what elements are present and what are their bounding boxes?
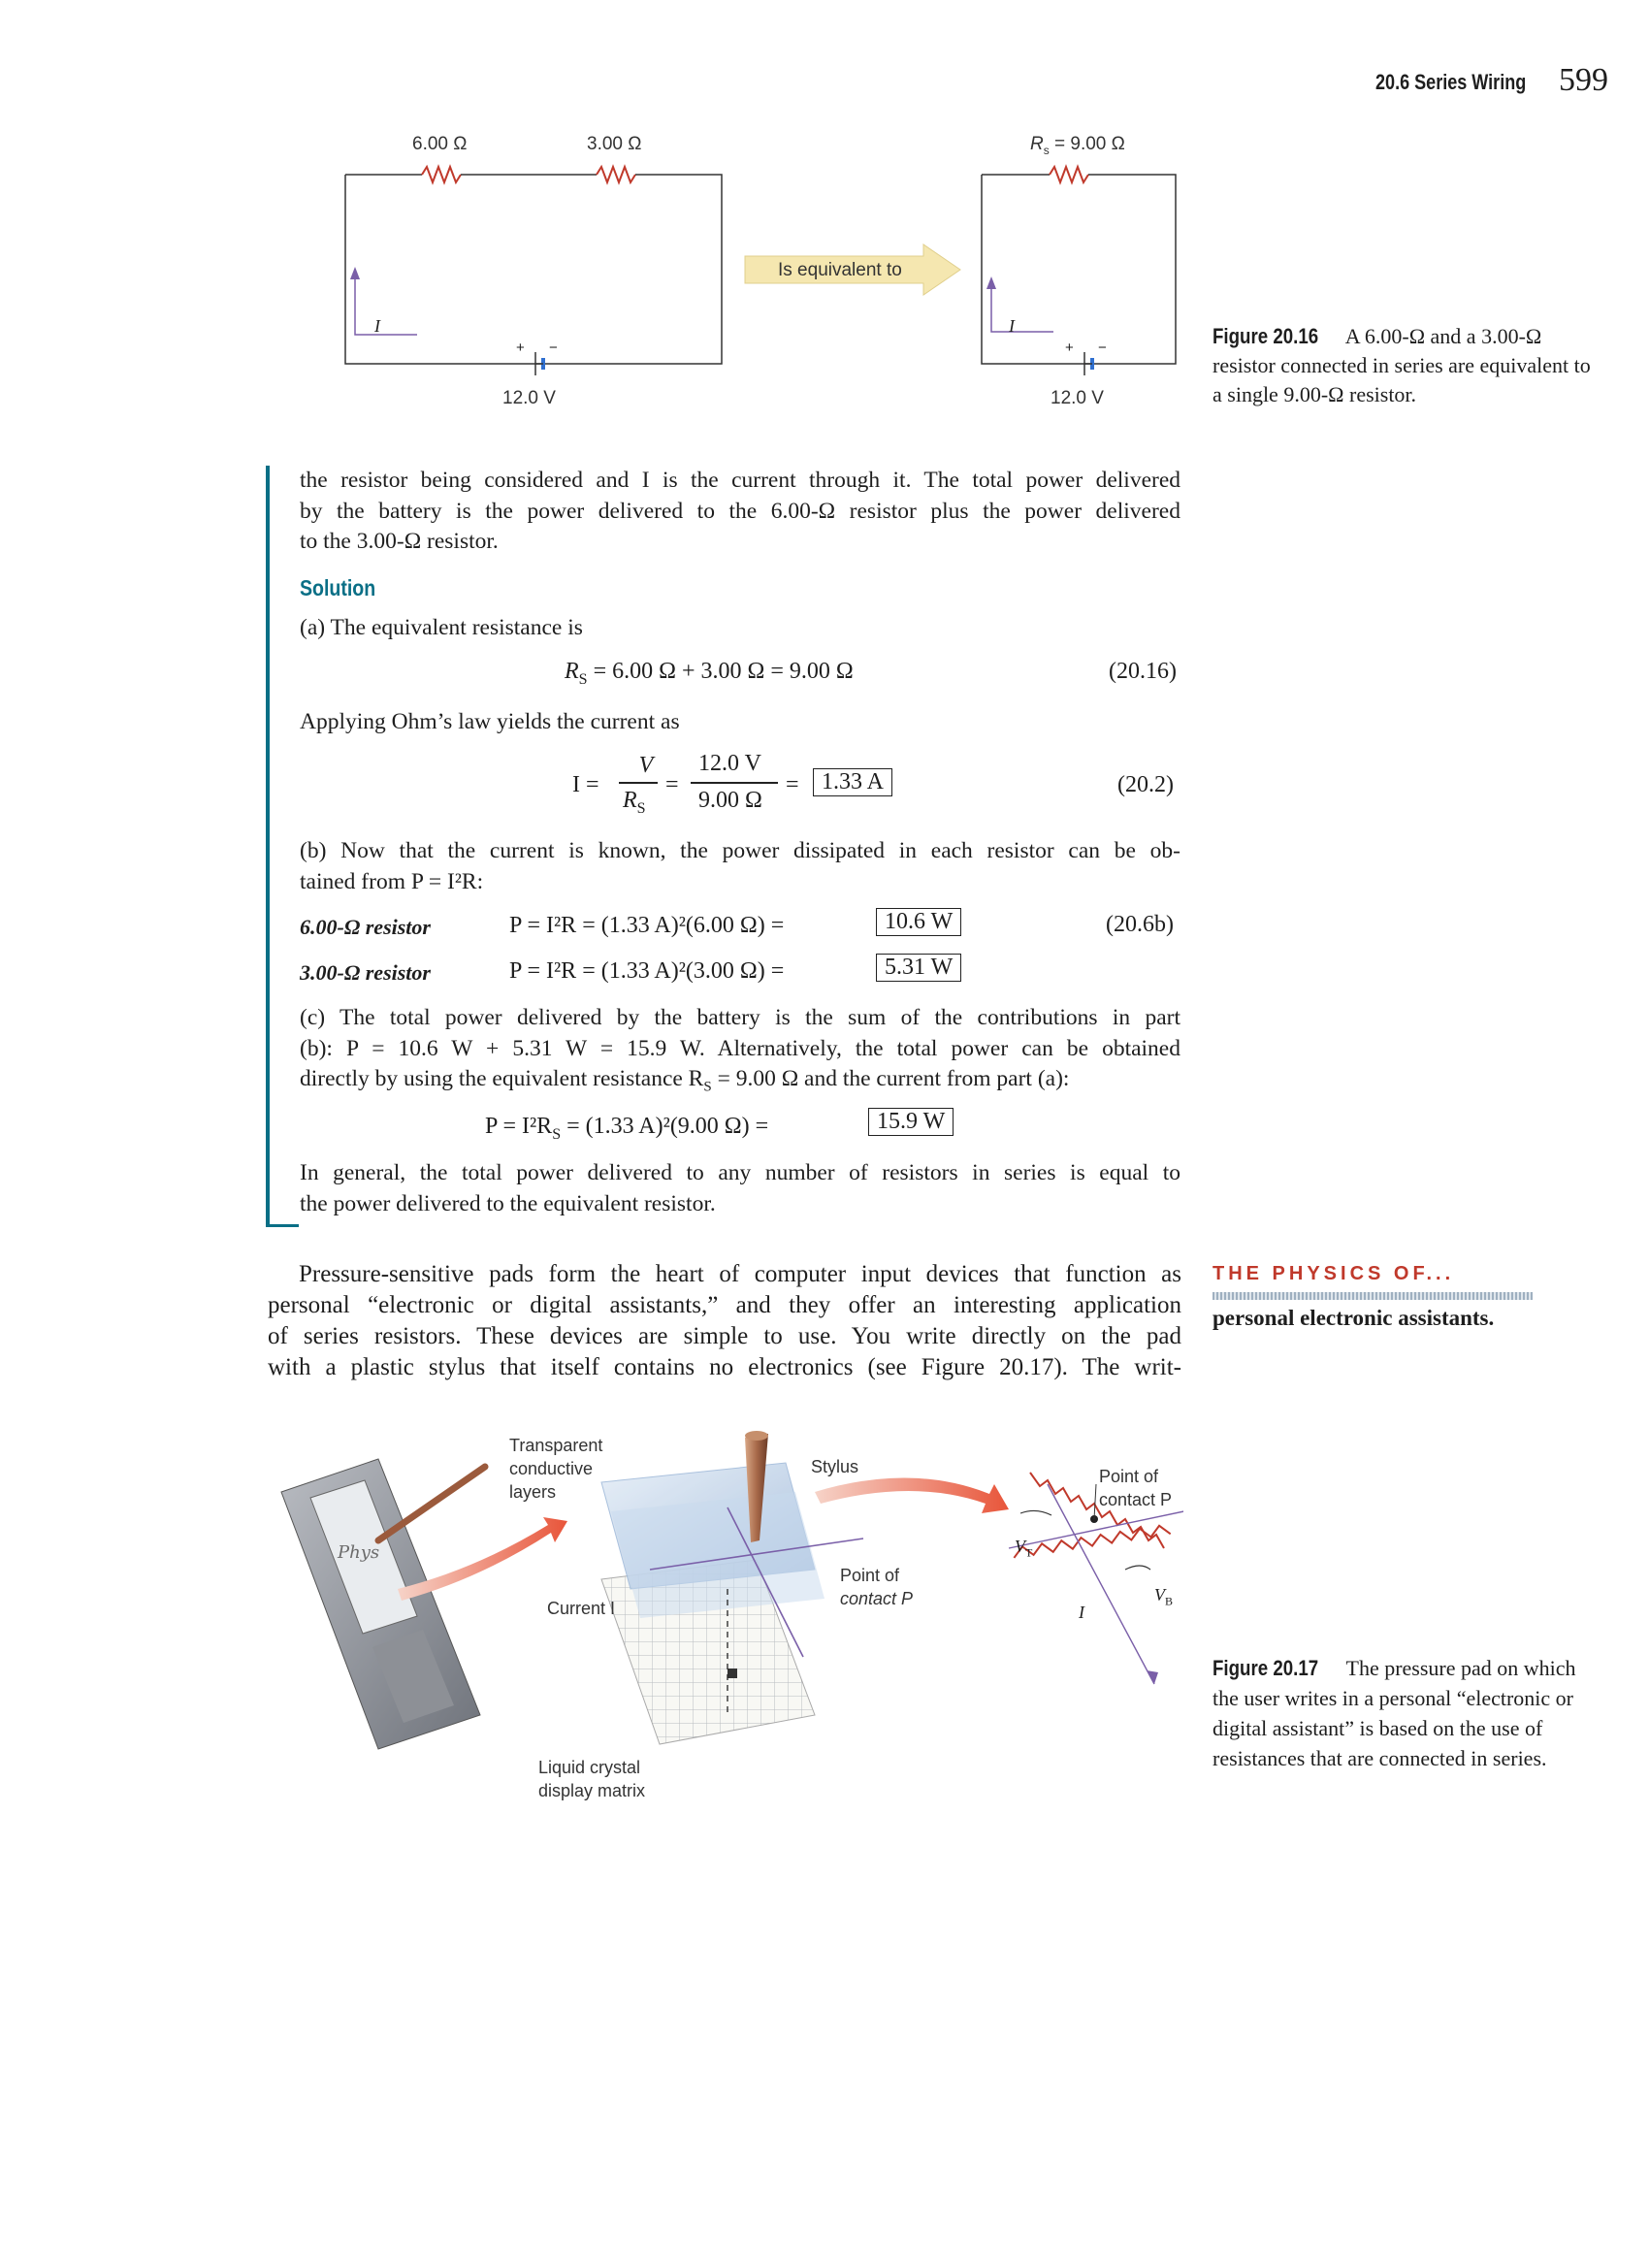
part-c-line: (c) The total power delivered by the battery is the sum of the contributions in part [300,1005,1180,1030]
battery-plus-left: + [516,340,525,356]
label-line: contact P [840,1589,914,1608]
general-line: the power delivered to the equivalent resistor. [300,1190,716,1216]
label-line: Transparent [509,1436,603,1455]
vb-subscript: B [1165,1594,1174,1608]
label-lcd-matrix [538,1756,645,1802]
eq-subscript: S [552,1125,562,1143]
physics-of-heading: THE PHYSICS OF... [1212,1263,1455,1284]
resistor-6-ohm [422,167,461,182]
power-eq-3-ohm: P = I²R = (1.33 A)²(3.00 Ω) = [509,958,785,984]
row-label-6-ohm: 6.00-Ω resistor [300,915,431,939]
example-sidebar-foot [266,1224,299,1227]
row-label-3-ohm: 3.00-Ω resistor [300,960,431,985]
result-box-10-6w: 10.6 W [876,908,961,936]
battery-minus-right: − [1098,340,1107,356]
label-point-of-contact [840,1564,913,1610]
series-circuit [345,167,722,375]
eq-i-equals: = [786,772,799,797]
fraction-bar [619,782,658,784]
eq-i-rs [623,788,646,818]
current-label-left: I [374,316,380,336]
label-vt [1015,1537,1032,1561]
caption-text: A 6.00-Ω and a 3.00-Ω resistor connected in series are equivalent to a single 9.00-Ω resistor. [1212,324,1591,406]
eq-i-lhs: I = [572,772,599,797]
vb-symbol: V [1154,1585,1165,1604]
battery-plus-right: + [1065,340,1074,356]
conductive-layer-bottom [611,1492,824,1618]
eq-i-v: V [638,753,654,778]
label-vb [1154,1585,1173,1609]
caption-title: Figure 20.16 [1212,324,1319,348]
pda-script-text: Phys [338,1542,380,1563]
pressure-line: of series resistors. These devices are simple to use. You write directly on the pad [268,1323,1181,1349]
figure-20-16-caption [1212,322,1600,409]
vt-subscript: T [1025,1545,1033,1560]
label-line: Liquid crystal [538,1758,641,1777]
resistor-9-ohm [1050,167,1088,182]
label-i: I [1079,1603,1084,1622]
equivalent-circuit [982,167,1176,375]
part-c-line [300,1064,1180,1103]
eq-symbol: R [623,788,637,813]
fraction-bar [691,782,778,784]
figure-20-17-caption [1212,1653,1600,1773]
vt-symbol: V [1015,1537,1025,1556]
req-subscript: s [1043,143,1050,157]
eq-total-lhs: P = I²R [485,1114,553,1139]
part-c-text [300,1003,1180,1103]
eq-total-rhs: = (1.33 A)²(9.00 Ω) = [561,1114,769,1139]
req-label [1030,134,1125,157]
part-b-text [300,836,1180,897]
equation-number-20-16: (20.16) [1109,659,1177,684]
general-line: In general, the total power delivered to any number of resistors in series is equal to [300,1160,1180,1185]
equation-number-20-2: (20.2) [1117,772,1174,797]
caption-title: Figure 20.17 [1212,1656,1319,1680]
physics-of-rule [1212,1292,1533,1300]
eq-i-numerator: 12.0 V [698,751,761,776]
req-symbol: R [1030,134,1044,154]
battery-minus-left: − [549,340,558,356]
intro-line: the resistor being considered and I is the current through it. The total power delivered [300,468,1180,493]
figure-20-17-illustration [272,1424,1183,1812]
part-c-text-run: directly by using the equivalent resistance R [300,1066,704,1091]
physics-of-topic: personal electronic assistants. [1212,1306,1495,1330]
eq-symbol: R [565,659,579,684]
current-arrow [355,276,417,335]
eq-rhs: = 6.00 Ω + 3.00 Ω = 9.00 Ω [587,659,854,684]
result-box-5-31w: 5.31 W [876,954,961,982]
req-value: = 9.00 Ω [1049,134,1125,154]
eq-subscript: S [636,799,646,817]
part-b-line: tained from P = I²R: [300,868,484,894]
result-box-15-9w: 15.9 W [868,1108,954,1136]
zoom-arrow-right [815,1477,1009,1513]
label-line: display matrix [538,1781,646,1800]
zoom-arrow-left [398,1517,567,1601]
eq-subscript: S [578,670,588,688]
part-c-text-run: = 9.00 Ω and the current from part (a): [711,1066,1070,1091]
intro-line: to the 3.00-Ω resistor. [300,529,499,554]
label-point-of-contact-right [1099,1465,1172,1511]
pressure-line: personal “electronic or digital assistants,” and they offer an interesting application [268,1292,1181,1318]
figure-20-16-circuits [330,116,1203,417]
label-current: Current I [547,1599,616,1618]
equation-total-power [485,1114,768,1144]
label-transparent-layers [509,1434,602,1504]
ohm-law-text: Applying Ohm’s law yields the current as [300,709,680,734]
solution-heading: Solution [300,575,376,600]
r2-label: 3.00 Ω [587,134,642,154]
label-stylus: Stylus [811,1457,859,1476]
equation-rs [565,659,854,689]
resistor-3-ohm [597,167,635,182]
label-line: contact P [1099,1490,1173,1509]
r1-label: 6.00 Ω [412,134,468,154]
equation-number-20-6b: (20.6b) [1106,912,1174,937]
part-a-text: (a) The equivalent resistance is [300,615,583,640]
label-line: Point of [1099,1467,1159,1486]
part-c-line: (b): P = 10.6 W + 5.31 W = 15.9 W. Alternatively, the total power can be obtained [300,1035,1180,1061]
result-box-current: 1.33 A [813,768,892,796]
arrow-label: Is equivalent to [778,260,902,280]
current-label-right: I [1009,316,1015,336]
eq-i-equals: = [665,772,679,797]
battery-label-right: 12.0 V [1051,388,1104,408]
pressure-paragraph [268,1259,1181,1383]
general-paragraph [300,1158,1180,1219]
section-header: 20.6 Series Wiring [1375,70,1527,94]
power-eq-6-ohm: P = I²R = (1.33 A)²(6.00 Ω) = [509,913,785,938]
example-sidebar-rule [266,466,270,1227]
pressure-line: with a plastic stylus that itself contains no electronics (see Figure 20.17). The writ- [268,1354,1181,1380]
label-line: conductive [509,1459,594,1478]
battery-label-left: 12.0 V [502,388,556,408]
page-number: 599 [1559,62,1608,98]
pda-device [281,1459,480,1749]
intro-paragraph [300,466,1180,558]
caption-text: The pressure pad on which the user writes in a personal “electronic or digital assistant” is based on the use of resistances that are connected in series. [1212,1656,1576,1770]
label-line: Point of [840,1566,900,1585]
lcd-pixel [728,1669,737,1678]
label-line: layers [509,1482,557,1502]
intro-line: by the battery is the power delivered to the 6.00-Ω resistor plus the power delivered [300,498,1180,524]
eq-i-denominator: 9.00 Ω [698,788,762,813]
pressure-line: Pressure-sensitive pads form the heart of computer input devices that function as [299,1261,1181,1287]
part-c-subscript: S [703,1079,712,1095]
part-b-line: (b) Now that the current is known, the power dissipated in each resistor can be ob- [300,838,1180,863]
